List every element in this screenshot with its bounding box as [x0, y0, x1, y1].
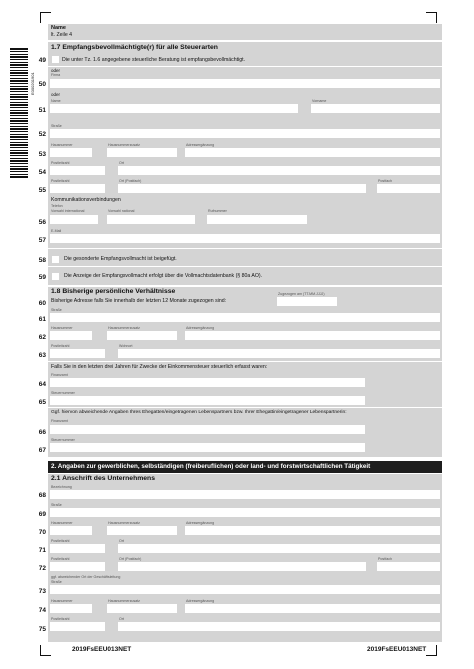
hausnummerzusatz-label: Hausnummerzusatz [108, 521, 140, 525]
kommunikation-label: Kommunikationsverbindungen [51, 197, 121, 203]
corner-mark-top-left [40, 12, 51, 23]
postleitzahl-label: Postleitzahl [51, 344, 70, 348]
line-49-text: Die unter Tz. 1.6 angegebene steuerliche Beratung ist empfangsbevollmächtigt. [62, 57, 246, 63]
line-number: 60 [38, 300, 46, 307]
steuernummer-label: Steuernummer [51, 391, 75, 395]
steuernummer-field[interactable] [50, 396, 365, 405]
section-1-7-title: 1.7 Empfangsbevollmächtigte(r) für alle Steuerarten [51, 44, 218, 51]
adressergaenzung-label: Adressergänzung [186, 521, 215, 525]
vorwahl-national-label: Vorwahl national [108, 209, 135, 213]
line-number: 64 [38, 381, 46, 388]
line-number: 68 [38, 492, 46, 499]
line-number: 52 [38, 131, 46, 138]
section-2-1-title: 2.1 Anschrift des Unternehmens [51, 475, 155, 482]
postleitzahl-label: Postleitzahl [51, 161, 70, 165]
wohnort-field[interactable] [118, 349, 440, 358]
line-number: 49 [38, 57, 46, 64]
ort-postfach-label: Ort (Postfach) [119, 557, 142, 561]
ort-field-2-2[interactable] [118, 622, 440, 631]
footer-right-code: 2019FsEEU013NET [367, 646, 427, 653]
strasse-field-2[interactable] [50, 508, 440, 517]
hausnummer-field-2-2[interactable] [50, 604, 92, 613]
line-number: 67 [38, 447, 46, 454]
finanzamt-field[interactable] [50, 378, 365, 387]
postleitzahl-field-2-2[interactable] [50, 562, 105, 571]
hausnummerzusatz-field-2[interactable] [107, 526, 177, 535]
hausnummer-label: Hausnummer [51, 521, 73, 525]
postfach-label: Postfach [378, 557, 392, 561]
zugezogen-label: Zugezogen am (TT.MM.JJJJ) [278, 292, 325, 296]
steuernummer-label-2: Steuernummer [51, 438, 75, 442]
line-number: 73 [38, 588, 46, 595]
ort-field[interactable] [118, 166, 440, 175]
adressergaenzung-label: Adressergänzung [186, 326, 215, 330]
ort-label: Ort [119, 539, 124, 543]
section-1-8-title: 1.8 Bisherige persönliche Verhältnisse [51, 288, 176, 295]
ehegatten-text: Ggf. hiervon abweichende Angaben Ihres Ehegatten/eingetragenen Lebenspartners bzw. Ihrer Ehegattin/eingetragener Lebenspartnerin: [51, 410, 347, 415]
line-number: 51 [38, 107, 46, 114]
ort-postfach-field[interactable] [118, 184, 366, 193]
line-number: 54 [38, 169, 46, 176]
line-number: 71 [38, 547, 46, 554]
section-2-title: 2. Angaben zur gewerblichen, selbständigen (freiberuflichen) oder land- und forstwirtschaftlichen Tätigkeit [51, 463, 371, 470]
strasse-field-2-2[interactable] [50, 585, 440, 594]
steuernummer-field-2[interactable] [50, 443, 365, 452]
ort-label-2: Ort [119, 617, 124, 621]
vorwahl-national-field[interactable] [107, 215, 195, 224]
checkbox-58[interactable] [52, 256, 59, 263]
name-value: lt. Zeile 4 [51, 32, 73, 38]
vorname-field[interactable] [311, 104, 440, 113]
postfach-field-2[interactable] [377, 562, 440, 571]
name-header [48, 24, 442, 40]
name-label: Name [51, 25, 66, 31]
line-number: 65 [38, 399, 46, 406]
wohnort-label: Wohnort [119, 344, 133, 348]
line-number: 59 [38, 274, 46, 281]
checkbox-49[interactable] [52, 56, 59, 63]
rufnummer-field[interactable] [207, 215, 307, 224]
bezeichnung-label: Bezeichnung [51, 485, 72, 489]
postfach-field[interactable] [377, 184, 440, 193]
vorwahl-international-label: Vorwahl international [51, 209, 85, 213]
rufnummer-label: Rufnummer [208, 209, 227, 213]
hausnummer-field-2[interactable] [50, 526, 92, 535]
finanzamt-label: Finanzamt [51, 373, 68, 377]
name-label: Name [51, 99, 61, 103]
line-number: 50 [38, 81, 46, 88]
hausnummerzusatz-label-2: Hausnummerzusatz [108, 599, 140, 603]
name-field[interactable] [50, 104, 298, 113]
line-number: 75 [38, 626, 46, 633]
postleitzahl-field-2[interactable] [50, 184, 105, 193]
corner-mark-bottom-left [40, 645, 51, 656]
hausnummer-label-2: Hausnummer [51, 599, 73, 603]
section-2-header [48, 461, 442, 473]
hausnummerzusatz-field-2-2[interactable] [107, 604, 177, 613]
postfach-label: Postfach [378, 179, 392, 183]
postleitzahl-label-2: Postleitzahl [51, 557, 70, 561]
finanzamt-text: Falls Sie in den letzten drei Jahren für Zwecke der Einkommensteuer steuerlich erfasst waren: [51, 364, 268, 370]
bezeichnung-field[interactable] [50, 490, 440, 499]
line-number: 55 [38, 187, 46, 194]
adressergaenzung-label: Adressergänzung [186, 143, 215, 147]
oder-label: oder [51, 92, 61, 97]
line-number: 57 [38, 237, 46, 244]
line-58-text: Die gesonderte Empfangsvollmacht ist beigefügt. [64, 256, 177, 262]
telefon-label: Telefon [51, 204, 63, 208]
line-number: 74 [38, 607, 46, 614]
oder-label: oder [51, 68, 61, 73]
firma-label: Firma [51, 73, 61, 77]
hausnummer-field-1-8[interactable] [50, 331, 92, 340]
vorname-label: Vorname [312, 99, 327, 103]
line-number: 72 [38, 565, 46, 572]
hausnummer-label: Hausnummer [51, 143, 73, 147]
adressergaenzung-field[interactable] [185, 148, 440, 157]
ort-postfach-field-2[interactable] [118, 562, 366, 571]
email-field[interactable] [50, 234, 440, 243]
ort-field-2-1[interactable] [118, 544, 440, 553]
strasse-label: Straße [51, 503, 62, 507]
barcode [10, 48, 28, 178]
vorwahl-international-field[interactable] [50, 215, 98, 224]
strasse-label: Straße [51, 124, 62, 128]
line-number: 70 [38, 529, 46, 536]
line-number: 58 [38, 257, 46, 264]
firma-field[interactable] [50, 79, 440, 88]
adressergaenzung-field-2[interactable] [185, 526, 440, 535]
line-59-text: Die Anzeige der Empfangsvollmacht erfolgt über die Vollmachtsdatenbank (§ 80a AO). [64, 273, 263, 279]
adressergaenzung-field-2-2[interactable] [185, 604, 440, 613]
ort-postfach-label: Ort (Postfach) [119, 179, 142, 183]
hausnummerzusatz-label: Hausnummerzusatz [108, 143, 140, 147]
line-number: 61 [38, 316, 46, 323]
line-number: 69 [38, 511, 46, 518]
adressergaenzung-label-2: Adressergänzung [186, 599, 215, 603]
strasse-label-2: Straße [51, 580, 62, 584]
barcode-number: E000201901 [30, 72, 35, 95]
postleitzahl-field[interactable] [50, 166, 105, 175]
ggf-label: ggf. abweichender Ort der Geschäftsleitung [51, 575, 121, 579]
line-number: 63 [38, 352, 46, 359]
strasse-field[interactable] [50, 129, 440, 138]
zugezogen-field[interactable] [277, 297, 337, 306]
strasse-field-1-8[interactable] [50, 313, 440, 322]
adressergaenzung-field-1-8[interactable] [185, 331, 440, 340]
line-number: 62 [38, 334, 46, 341]
hausnummer-field[interactable] [50, 148, 92, 157]
hausnummerzusatz-field[interactable] [107, 148, 177, 157]
postleitzahl-label-2: Postleitzahl [51, 179, 70, 183]
postleitzahl-field-2-3[interactable] [50, 622, 105, 631]
hausnummerzusatz-field-1-8[interactable] [107, 331, 177, 340]
finanzamt-label-2: Finanzamt [51, 419, 68, 423]
postleitzahl-field-1-8[interactable] [50, 349, 105, 358]
finanzamt-field-2[interactable] [50, 425, 365, 434]
corner-mark-top-right [426, 12, 437, 23]
line-60-text: Bisherige Adresse falls Sie innerhalb der letzten 12 Monate zugezogen sind: [51, 298, 227, 304]
ort-label: Ort [119, 161, 124, 165]
line-number: 53 [38, 151, 46, 158]
strasse-label: Straße [51, 308, 62, 312]
hausnummerzusatz-label: Hausnummerzusatz [108, 326, 140, 330]
postleitzahl-field-2-1[interactable] [50, 544, 105, 553]
corner-mark-bottom-right [426, 645, 437, 656]
footer-left-code: 2019FsEEU013NET [72, 646, 132, 653]
postleitzahl-label: Postleitzahl [51, 539, 70, 543]
line-number: 56 [38, 219, 46, 226]
email-label: E-Mail [51, 229, 62, 233]
line-number: 66 [38, 429, 46, 436]
checkbox-59[interactable] [52, 273, 59, 280]
hausnummer-label: Hausnummer [51, 326, 73, 330]
postleitzahl-label-3: Postleitzahl [51, 617, 70, 621]
